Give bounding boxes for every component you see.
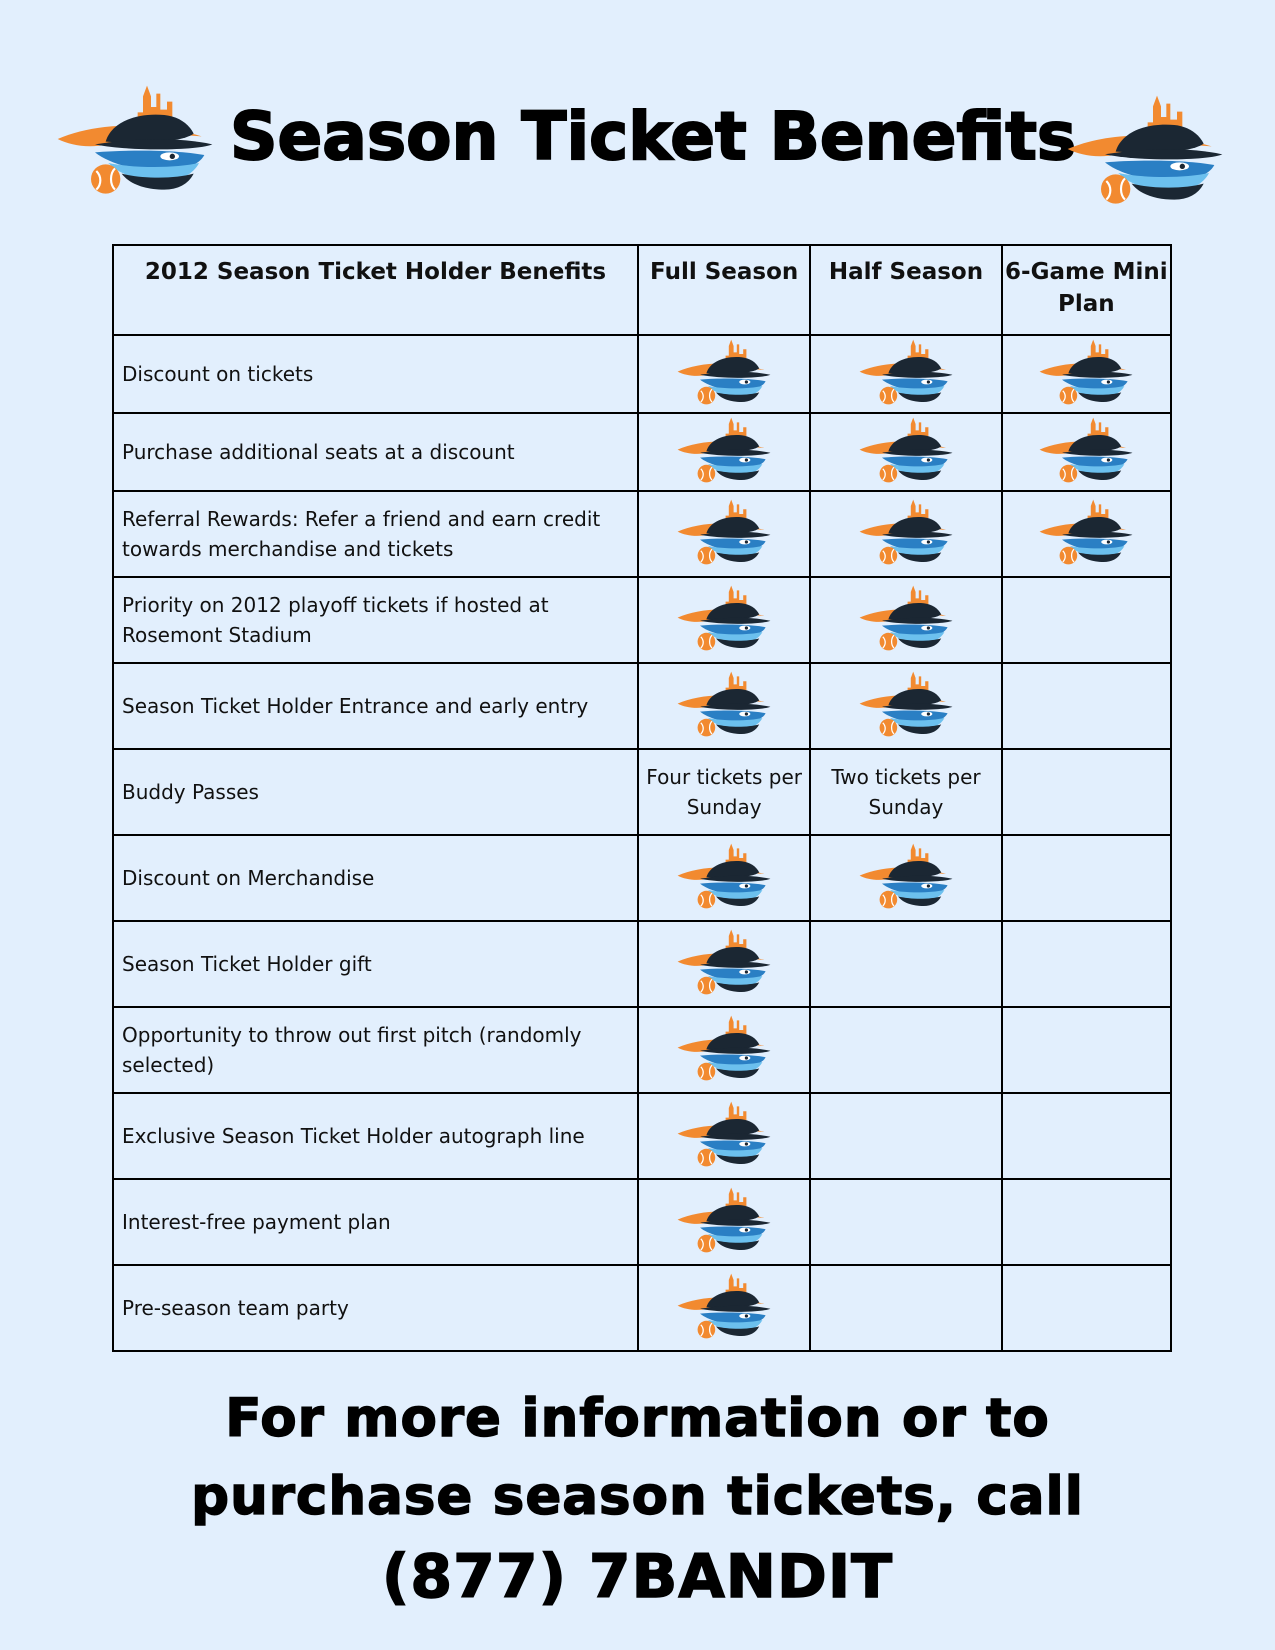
benefit-half-cell bbox=[810, 413, 1001, 491]
table-row bbox=[113, 835, 1171, 921]
benefit-label: Opportunity to throw out first pitch (randomly selected) bbox=[113, 1007, 638, 1093]
bandits-logo-icon bbox=[55, 78, 215, 208]
benefit-label: Discount on Merchandise bbox=[113, 835, 638, 921]
column-header-benefits: 2012 Season Ticket Holder Benefits bbox=[113, 245, 638, 335]
bandits-logo-check-icon bbox=[858, 584, 954, 656]
benefit-half-cell bbox=[810, 491, 1001, 577]
bandits-logo-check-icon bbox=[676, 1272, 772, 1344]
benefit-label: Season Ticket Holder gift bbox=[113, 921, 638, 1007]
header bbox=[0, 70, 1275, 220]
benefit-full-cell bbox=[638, 577, 810, 663]
benefit-full-cell bbox=[638, 749, 810, 835]
benefit-half-cell bbox=[810, 335, 1001, 413]
footer-call-to-action bbox=[0, 1380, 1275, 1618]
benefit-full-cell bbox=[638, 1007, 810, 1093]
benefit-mini-cell bbox=[1002, 1265, 1171, 1351]
bandits-logo-check-icon bbox=[676, 584, 772, 656]
benefit-label: Season Ticket Holder Entrance and early entry bbox=[113, 663, 638, 749]
benefit-mini-cell bbox=[1002, 1093, 1171, 1179]
bandits-logo-check-icon bbox=[676, 928, 772, 1000]
benefit-value-text: Four tickets per Sunday bbox=[646, 765, 802, 819]
benefit-full-cell bbox=[638, 663, 810, 749]
benefit-half-cell bbox=[810, 1179, 1001, 1265]
table-row bbox=[113, 577, 1171, 663]
benefit-label: Pre-season team party bbox=[113, 1265, 638, 1351]
bandits-logo-check-icon bbox=[676, 670, 772, 742]
page-title: Season Ticket Benefits bbox=[230, 98, 1077, 175]
benefit-mini-cell bbox=[1002, 835, 1171, 921]
benefit-label: Interest-free payment plan bbox=[113, 1179, 638, 1265]
bandits-logo-check-icon bbox=[1038, 498, 1134, 570]
bandits-logo-check-icon bbox=[858, 842, 954, 914]
benefit-half-cell bbox=[810, 749, 1001, 835]
benefit-label: Purchase additional seats at a discount bbox=[113, 413, 638, 491]
benefit-mini-cell bbox=[1002, 413, 1171, 491]
benefit-half-cell bbox=[810, 1265, 1001, 1351]
bandits-logo-check-icon bbox=[858, 670, 954, 742]
benefit-value-text: Two tickets per Sunday bbox=[831, 765, 981, 819]
benefit-full-cell bbox=[638, 921, 810, 1007]
benefit-mini-cell bbox=[1002, 663, 1171, 749]
column-header-full-season: Full Season bbox=[638, 245, 810, 335]
bandits-logo-check-icon bbox=[1038, 338, 1134, 410]
table-row bbox=[113, 413, 1171, 491]
benefit-mini-cell bbox=[1002, 1007, 1171, 1093]
benefit-half-cell bbox=[810, 835, 1001, 921]
column-header-mini-plan: 6-Game Mini Plan bbox=[1002, 245, 1171, 335]
footer-line-2: purchase season tickets, call bbox=[191, 1466, 1084, 1527]
table-row bbox=[113, 921, 1171, 1007]
table-header-row bbox=[113, 245, 1171, 335]
table-row bbox=[113, 1265, 1171, 1351]
bandits-logo-check-icon bbox=[676, 1186, 772, 1258]
benefit-label: Buddy Passes bbox=[113, 749, 638, 835]
table-row bbox=[113, 1007, 1171, 1093]
footer-phone-number: (877) 7BANDIT bbox=[381, 1542, 894, 1612]
benefit-mini-cell bbox=[1002, 921, 1171, 1007]
table-row bbox=[113, 663, 1171, 749]
bandits-logo-check-icon bbox=[1038, 416, 1134, 488]
benefit-mini-cell bbox=[1002, 335, 1171, 413]
benefit-label: Exclusive Season Ticket Holder autograph line bbox=[113, 1093, 638, 1179]
benefit-full-cell bbox=[638, 491, 810, 577]
bandits-logo-check-icon bbox=[676, 842, 772, 914]
bandits-logo-check-icon bbox=[858, 338, 954, 410]
footer-line-1: For more information or to bbox=[225, 1388, 1050, 1449]
benefit-mini-cell bbox=[1002, 1179, 1171, 1265]
table-body bbox=[113, 335, 1171, 1351]
benefit-label: Referral Rewards: Refer a friend and earn credit towards merchandise and tickets bbox=[113, 491, 638, 577]
bandits-logo-check-icon bbox=[858, 498, 954, 570]
bandits-logo-check-icon bbox=[676, 416, 772, 488]
benefit-half-cell bbox=[810, 1007, 1001, 1093]
benefit-full-cell bbox=[638, 413, 810, 491]
bandits-logo-check-icon bbox=[676, 338, 772, 410]
benefit-label: Priority on 2012 playoff tickets if hosted at Rosemont Stadium bbox=[113, 577, 638, 663]
table-row bbox=[113, 749, 1171, 835]
table-row bbox=[113, 335, 1171, 413]
benefit-half-cell bbox=[810, 1093, 1001, 1179]
benefit-half-cell bbox=[810, 577, 1001, 663]
benefit-mini-cell bbox=[1002, 577, 1171, 663]
bandits-logo-check-icon bbox=[676, 498, 772, 570]
table-row bbox=[113, 491, 1171, 577]
benefit-full-cell bbox=[638, 1179, 810, 1265]
benefit-full-cell bbox=[638, 835, 810, 921]
benefit-label: Discount on tickets bbox=[113, 335, 638, 413]
benefit-mini-cell bbox=[1002, 749, 1171, 835]
benefit-full-cell bbox=[638, 335, 810, 413]
bandits-logo-check-icon bbox=[676, 1100, 772, 1172]
benefit-full-cell bbox=[638, 1093, 810, 1179]
benefit-full-cell bbox=[638, 1265, 810, 1351]
bandits-logo-check-icon bbox=[676, 1014, 772, 1086]
bandits-logo-icon bbox=[1065, 88, 1225, 218]
table-row bbox=[113, 1093, 1171, 1179]
table-row bbox=[113, 1179, 1171, 1265]
column-header-half-season: Half Season bbox=[810, 245, 1001, 335]
benefit-mini-cell bbox=[1002, 491, 1171, 577]
benefit-half-cell bbox=[810, 921, 1001, 1007]
benefits-table bbox=[112, 244, 1172, 1352]
benefit-half-cell bbox=[810, 663, 1001, 749]
bandits-logo-check-icon bbox=[858, 416, 954, 488]
